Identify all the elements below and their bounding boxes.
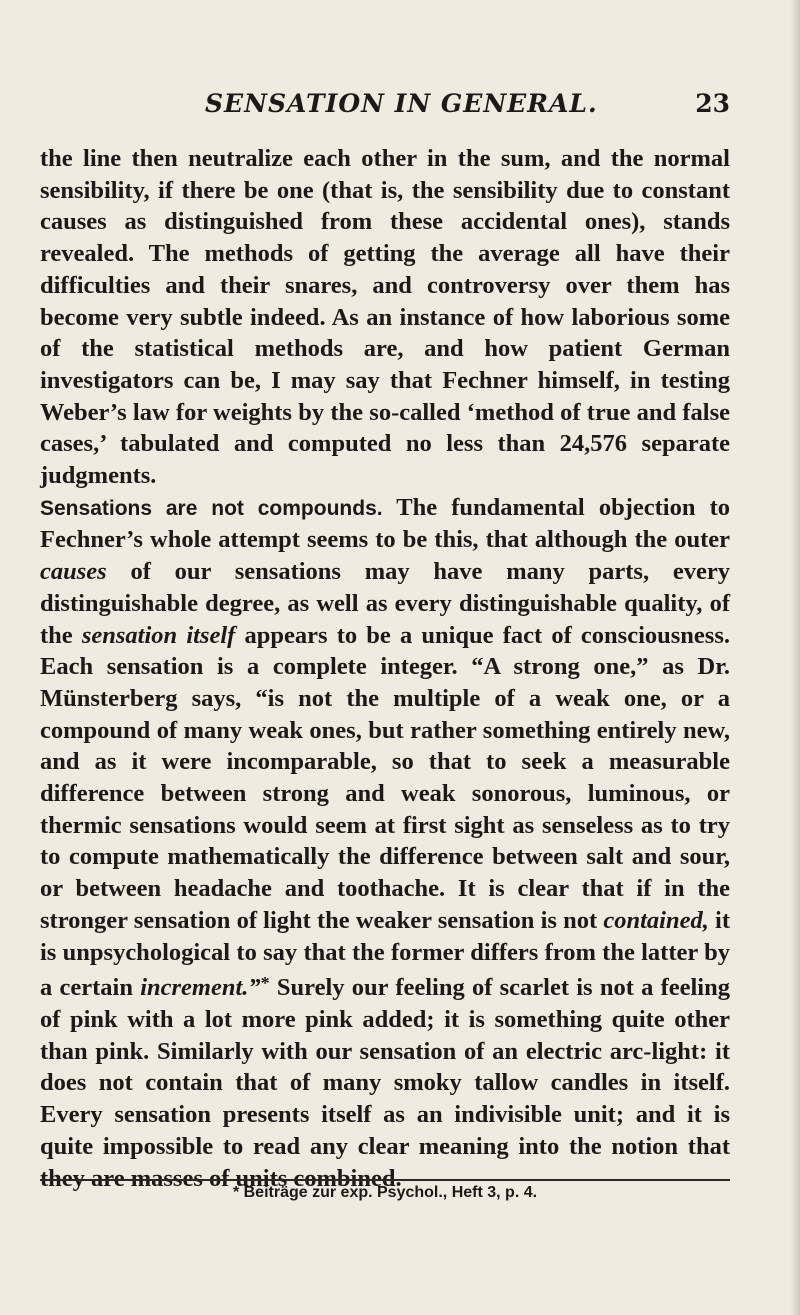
- text-run: of our sensations may have many parts, every distinguishable degree, as well as every distinguishable quality, of the: [40, 558, 730, 649]
- text-run: The fundamental objection to Fechner’s whole attempt seems to be this, that although the outer: [40, 493, 730, 554]
- italic-causes: causes: [40, 558, 107, 586]
- paragraph-continued: the line then neutralize each other in the sum, and the normal sensibility, if there be one (that is, the sensibility due to constant causes as distinguished from these accidental ones), stands revealed. The methods of getting the average all have their difficulties and their snares, and controversy over them has become very subtle indeed. As an instance of how laborious some of the statistical methods are, and how patient German investigators can be, I may say that Fechner himself, in testing Weber’s law for weights by the so-called ‘method of true and false cases,’ tabulated and computed no less than 24,576 separate judgments.: [40, 145, 730, 490]
- text-run: Surely our feeling of scarlet is not a feeling of pink with a lot more pink added; it is something quite other than pink. Similarly with our sensation of an electric arc-light: it does not contain that of many smoky tallow candles in itself. Every sensation presents itself as an indivisible unit; and it is quite impossible to read any clear meaning into the notion that they are masses of units combined.: [40, 974, 730, 1192]
- italic-increment: increment.”: [140, 974, 261, 1002]
- page-header: [40, 89, 730, 125]
- text-run: appears to be a unique fact of consciousness. Each sensation is a complete integer. “A strong one,” as Dr. Münsterberg says, “is not the multiple of a weak one, or a compound of many weak ones, but rather something entirely new, and as it were incomparable, so that to seek a measurable difference between strong and weak sonorous, luminous, or thermic sensations would seem at first sight as senseless as to try to compute mathematically the difference between salt and sour, or between headache and toothache. It is clear that if in the stronger sensation of light the weaker sensation is not: [40, 621, 730, 934]
- footnote: * Beiträge zur exp. Psychol., Heft 3, p. 4.: [232, 1184, 538, 1201]
- text-run: it is unpsychological to say that the former differs from the latter by a certain: [40, 906, 731, 1002]
- footnote-marker: *: [260, 973, 270, 994]
- paragraph-sensations: [40, 492, 730, 1194]
- section-heading: Sensations are not compounds.: [40, 496, 383, 520]
- page-number: 23: [695, 89, 730, 118]
- italic-sensation-itself: sensation itself: [81, 621, 236, 649]
- italic-contained: contained,: [603, 906, 709, 934]
- page-edge-shadow: [790, 0, 800, 1315]
- footnote-rule: [40, 1179, 730, 1181]
- body-text: [40, 143, 730, 1194]
- running-title: SENSATION IN GENERAL.: [205, 89, 598, 118]
